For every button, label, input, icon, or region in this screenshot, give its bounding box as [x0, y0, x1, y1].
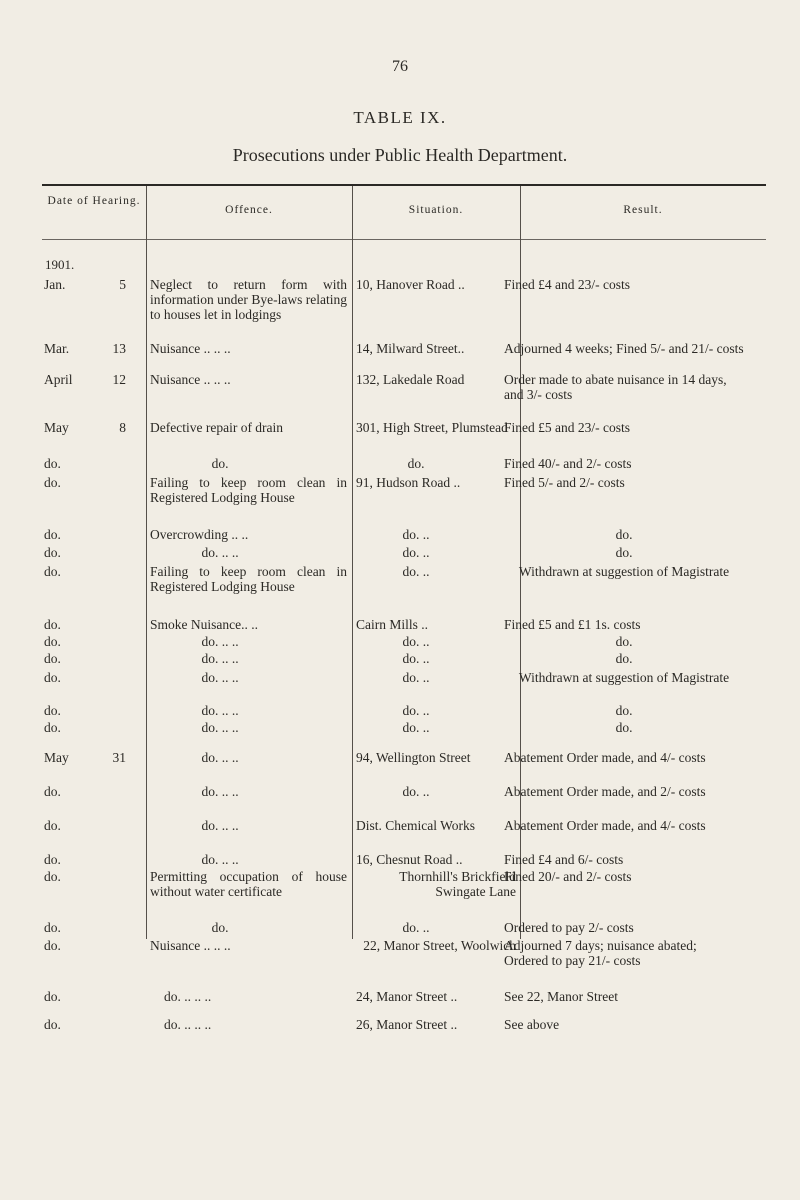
hearing-month: do. [44, 703, 61, 718]
header-offence: Offence. [225, 204, 273, 216]
hearing-month: Mar. [44, 341, 70, 356]
result-cell: do. [615, 545, 633, 560]
hearing-month: do. [44, 852, 61, 867]
offence-cell: Nuisance .. .. .. [150, 341, 231, 356]
result-cell: See 22, Manor Street [504, 989, 618, 1004]
hearing-month: do. [44, 869, 61, 884]
offence-cell: do. .. .. [201, 651, 239, 666]
situation-cell: 132, Lakedale Road [356, 372, 465, 387]
hearing-day: 31 [112, 750, 126, 765]
situation-cell: 26, Manor Street .. [356, 1017, 458, 1032]
result-cell: Adjourned 4 weeks; Fined 5/- and 21/- costs [504, 341, 744, 356]
hearing-month: do. [44, 545, 61, 560]
hearing-month: do. [44, 818, 61, 833]
situation-cell: do. .. [402, 784, 430, 799]
situation-text: 301, High Street, Plumstead [356, 420, 508, 435]
hearing-month: May [44, 420, 69, 435]
hearing-month: do. [44, 989, 61, 1004]
result-cell: do. [615, 634, 633, 649]
hearing-day: 12 [112, 372, 126, 387]
result-cell: Abatement Order made, and 4/- costs [504, 818, 706, 833]
header-situation: Situation. [408, 204, 464, 216]
result-cell: Adjourned 7 days; nuisance abated; Ordered to pay 21/- costs [504, 938, 697, 968]
offence-cell: Overcrowding .. .. [150, 527, 249, 542]
situation-cell: 14, Milward Street.. [356, 341, 465, 356]
offence-cell: do. .. .. .. [164, 1017, 212, 1032]
offence-cell: Permitting occupation of house without water certificate [150, 869, 347, 899]
offence-cell: do. .. .. [201, 634, 239, 649]
situation-cell: do. .. [402, 564, 430, 579]
hearing-month: do. [44, 1017, 61, 1032]
hearing-day: 5 [119, 277, 126, 292]
result-cell: Fined 5/- and 2/- costs [504, 475, 625, 490]
offence-cell: Nuisance .. .. .. [150, 938, 231, 953]
result-cell: do. [615, 703, 633, 718]
offence-cell: do. .. .. [201, 784, 239, 799]
offence-cell: do. .. .. [201, 852, 239, 867]
column-divider [352, 186, 353, 939]
result-cell: Fined £5 and 23/- costs [504, 420, 630, 435]
offence-cell: do. .. .. [201, 720, 239, 735]
table-title: TABLE IX. [353, 108, 447, 127]
situation-cell: 22, Manor Street, Woolwich [363, 938, 516, 953]
offence-cell: Defective repair of drain [150, 420, 284, 435]
year-label: 1901. [45, 257, 75, 272]
hearing-month: do. [44, 651, 61, 666]
offence-cell: do. .. .. [201, 545, 239, 560]
hearing-month: do. [44, 634, 61, 649]
hearing-month: do. [44, 475, 61, 490]
result-cell: Fined 40/- and 2/- costs [504, 456, 632, 471]
hearing-month: May [44, 750, 69, 765]
offence-cell: Failing to keep room clean in Registered Lodging House [150, 475, 347, 505]
situation-cell: do. .. [402, 545, 430, 560]
situation-cell: do. .. [402, 527, 430, 542]
result-cell: Order made to abate nuisance in 14 days, and 3/- costs [504, 372, 727, 402]
offence-cell: do. .. .. [201, 818, 239, 833]
hearing-day: 8 [119, 420, 126, 435]
result-cell: Fined £4 and 23/- costs [504, 277, 630, 292]
result-cell: do. [615, 720, 633, 735]
result-cell: Abatement Order made, and 4/- costs [504, 750, 706, 765]
offence-cell: do. .. .. .. [164, 989, 212, 1004]
situation-cell: 94, Wellington Street [356, 750, 471, 765]
page-number: 76 [392, 58, 408, 75]
header-result: Result. [623, 204, 663, 216]
situation-cell: 16, Chesnut Road .. [356, 852, 463, 867]
situation-cell: do. [407, 456, 425, 471]
result-cell: do. [615, 527, 633, 542]
hearing-month: do. [44, 456, 61, 471]
hearing-month: do. [44, 564, 61, 579]
offence-cell: Neglect to return form with information under Bye-laws relating to houses let in lodgings [150, 277, 347, 322]
hearing-month: do. [44, 938, 61, 953]
hearing-month: do. [44, 920, 61, 935]
result-cell: Fined £5 and £1 1s. costs [504, 617, 641, 632]
result-cell: Abatement Order made, and 2/- costs [504, 784, 706, 799]
header-rule [42, 239, 766, 240]
offence-cell: do. [211, 456, 229, 471]
situation-cell [356, 420, 512, 435]
hearing-month: Jan. [44, 277, 66, 292]
result-cell: Withdrawn at suggestion of Magistrate [518, 564, 730, 579]
hearing-month: do. [44, 784, 61, 799]
situation-cell: do. .. [402, 670, 430, 685]
situation-cell: Thornhill's Brickfield Swingate Lane [399, 869, 516, 899]
situation-cell: do. .. [402, 920, 430, 935]
hearing-month: do. [44, 617, 61, 632]
offence-cell: do. .. .. [201, 703, 239, 718]
result-cell: do. [615, 651, 633, 666]
offence-cell: do. [211, 920, 229, 935]
offence-cell: Nuisance .. .. .. [150, 372, 231, 387]
situation-cell: 91, Hudson Road .. [356, 475, 461, 490]
result-cell: Ordered to pay 2/- costs [504, 920, 634, 935]
hearing-month: April [44, 372, 73, 387]
situation-cell: Cairn Mills .. [356, 617, 429, 632]
situation-cell: Dist. Chemical Works [356, 818, 476, 833]
hearing-month: do. [44, 720, 61, 735]
header-date: Date of Hearing. [47, 195, 141, 207]
situation-cell: do. .. [402, 651, 430, 666]
offence-cell: do. .. .. [201, 750, 239, 765]
situation-cell: 10, Hanover Road .. [356, 277, 465, 292]
result-cell: Fined £4 and 6/- costs [504, 852, 624, 867]
column-divider [146, 186, 147, 939]
situation-cell: do. .. [402, 720, 430, 735]
situation-cell: do. .. [402, 703, 430, 718]
table-subtitle: Prosecutions under Public Health Department. [232, 145, 568, 165]
situation-cell: 24, Manor Street .. [356, 989, 458, 1004]
table-top-rule [42, 184, 766, 186]
offence-cell: do. .. .. [201, 670, 239, 685]
hearing-month: do. [44, 670, 61, 685]
offence-cell: Failing to keep room clean in Registered Lodging House [150, 564, 347, 594]
situation-cell: do. .. [402, 634, 430, 649]
offence-cell: Smoke Nuisance.. .. [150, 617, 258, 632]
result-cell: See above [504, 1017, 560, 1032]
hearing-month: do. [44, 527, 61, 542]
hearing-day: 13 [112, 341, 126, 356]
result-cell: Fined 20/- and 2/- costs [504, 869, 632, 884]
result-cell: Withdrawn at suggestion of Magistrate [518, 670, 730, 685]
